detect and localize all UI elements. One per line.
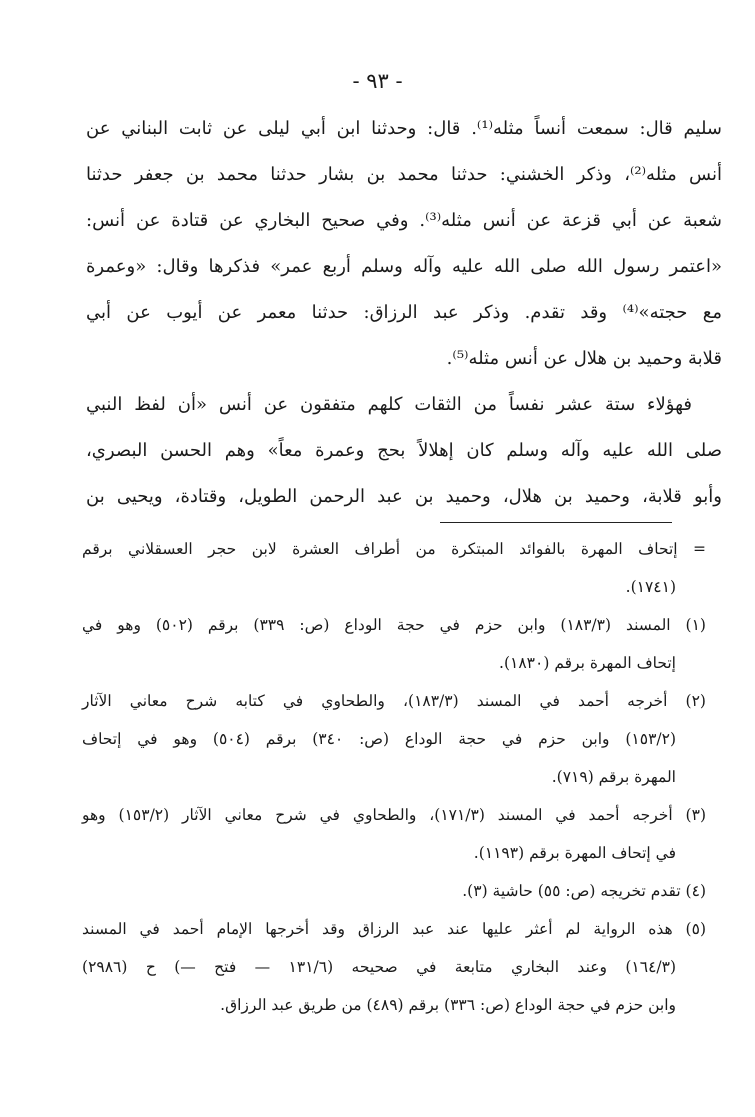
footnote-line: (١٧٤١).	[625, 578, 676, 596]
footnote-line: وابن حزم في حجة الوداع (ص: ٣٣٦) برقم (٤٨٩) من طريق عبد الرزاق.	[220, 996, 676, 1014]
main-text-line: شعبة عن أبي قزعة عن أنس مثله⁽³⁾. وفي صحيح البخاري عن قتادة عن أنس:	[86, 210, 722, 231]
main-text-line: صلى الله عليه وآله وسلم كان إهلالاً بحج وعمرة معاً» وهم الحسن البصري،	[86, 440, 722, 461]
footnote-line: المهرة برقم (٧١٩).	[551, 768, 676, 786]
footnote-line: (٣) أخرجه أحمد في المسند (١٧١/٣)، والطحاوي في شرح معاني الآثار (١٥٣/٢) وهو	[82, 806, 706, 824]
footnote-line: (٤) تقدم تخريجه (ص: ٥٥) حاشية (٣).	[462, 882, 706, 900]
footnote-line: في إتحاف المهرة برقم (١١٩٣).	[473, 844, 676, 862]
main-text-line: قلابة وحميد بن هلال عن أنس مثله⁽⁵⁾.	[446, 348, 722, 369]
main-text-line: «اعتمر رسول الله صلى الله عليه وآله وسلم أربع عمر» فذكرها وقال: «وعمرة	[86, 256, 722, 277]
footnote-line: (١٦٤/٣) وعند البخاري متابعة في صحيحه (١٣١/٦ — فتح —) ح (٢٩٨٦)	[82, 958, 677, 976]
main-text-line: سليم قال: سمعت أنساً مثله⁽¹⁾. قال: وحدثنا ابن أبي ليلى عن ثابت البناني عن	[86, 118, 722, 139]
footnote-line: إتحاف المهرة برقم (١٨٣٠).	[499, 654, 676, 672]
footnote-line: (٥) هذه الرواية لم أعثر عليها عند عبد الرزاق وقد أخرجها الإمام أحمد في المسند	[82, 920, 706, 938]
footnote-line: (١) المسند (١٨٣/٣) وابن حزم في حجة الوداع (ص: ٣٣٩) برقم (٥٠٢) وهو في	[82, 616, 706, 634]
footnote-line: = إتحاف المهرة بالفوائد المبتكرة من أطراف العشرة لابن حجر العسقلاني برقم	[82, 540, 706, 558]
main-text-line: وأبو قلابة، وحميد بن هلال، وحميد بن عبد الرحمن الطويل، وقتادة، ويحيى بن	[86, 486, 722, 507]
main-text-line: مع حجته»⁽⁴⁾ وقد تقدم. وذكر عبد الرزاق: حدثنا معمر عن أيوب عن أبي	[86, 302, 722, 323]
main-text	[86, 106, 722, 520]
footnote-separator	[440, 522, 672, 523]
footnote-line: (٢) أخرجه أحمد في المسند (١٨٣/٣)، والطحاوي في كتابه شرح معاني الآثار	[82, 692, 706, 710]
main-text-line: أنس مثله⁽²⁾، وذكر الخشني: حدثنا محمد بن بشار حدثنا محمد بن جعفر حدثنا	[86, 164, 722, 185]
page-number: - ٩٣ -	[352, 69, 403, 93]
footnotes	[82, 530, 706, 1024]
footnote-line: (١٥٣/٢) وابن حزم في حجة الوداع (ص: ٣٤٠) برقم (٥٠٤) وهو في إتحاف	[82, 730, 677, 748]
main-text-line: فهؤلاء ستة عشر نفساً من الثقات كلهم متفقون عن أنس «أن لفظ النبي	[86, 394, 692, 415]
